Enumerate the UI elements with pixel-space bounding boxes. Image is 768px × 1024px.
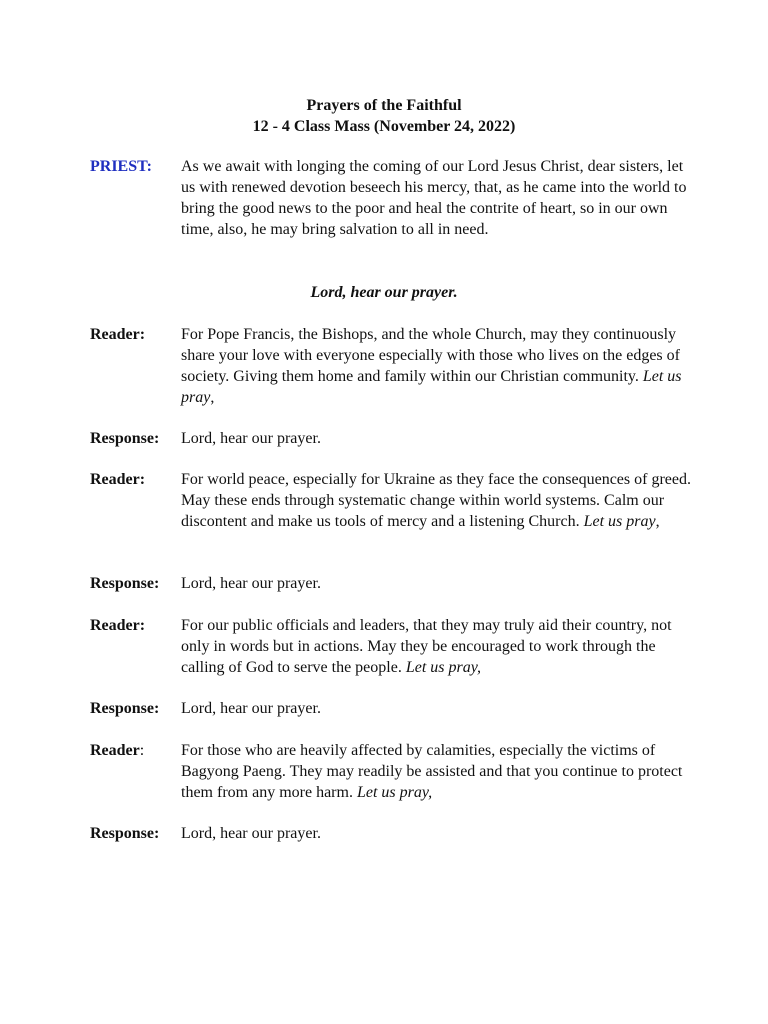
let-us-pray: Let us pray, [356,784,433,801]
response-label: Response: [90,430,160,447]
reader-text: For Pope Francis, the Bishops, and the whole Church, may they continuously share your love with everyone especially with those who lives on the edges of society. Giving them home and family within our Christian community. Let us pray, [181,326,682,406]
title-line-2: 12 - 4 Class Mass (November 24, 2022) [252,118,516,135]
response-label: Response: [90,575,160,592]
let-us-pray: Let us pray [583,513,656,530]
let-us-pray: Let us pray, [405,659,481,676]
priest-text: As we await with longing the coming of our Lord Jesus Christ, dear sisters, let us with renewed devotion beseech his mercy, that, as he came into the world to bring the good news to the poor and heal the contrite of heart, so in our own time, also, he may bring salvation to all in need. [181,158,687,238]
reader-label: Reader: [90,471,146,488]
reader-label: Reader: [90,617,146,634]
centered-response: Lord, hear our prayer. [310,284,458,301]
reader-text: For world peace, especially for Ukraine as they face the consequences of greed. May these ends through systematic change within world systems. Calm our discontent and make us tools of mercy and a listening Church. Let us pray, [181,471,691,530]
response-text: Lord, hear our prayer. [181,825,321,842]
response-text: Lord, hear our prayer. [181,575,321,592]
let-us-pray: Let us pray [181,368,682,406]
response-label: Response: [90,700,160,717]
reader-label: Reader: [90,326,146,343]
response-text: Lord, hear our prayer. [181,430,321,447]
priest-label: PRIEST: [90,158,152,175]
response-text: Lord, hear our prayer. [181,700,321,717]
title-line-1: Prayers of the Faithful [306,97,462,114]
reader-text: For those who are heavily affected by calamities, especially the victims of Bagyong Paeng. They may readily be assisted and that you continue to protect them from any more harm. Let us pray, [181,742,683,801]
response-label: Response: [90,825,160,842]
reader-label: Reader: [90,742,145,759]
reader-text: For our public officials and leaders, that they may truly aid their country, not only in words but in actions. May they be encouraged to work through the calling of God to serve the people. Let us pray, [181,617,672,676]
document-title [0,95,768,137]
